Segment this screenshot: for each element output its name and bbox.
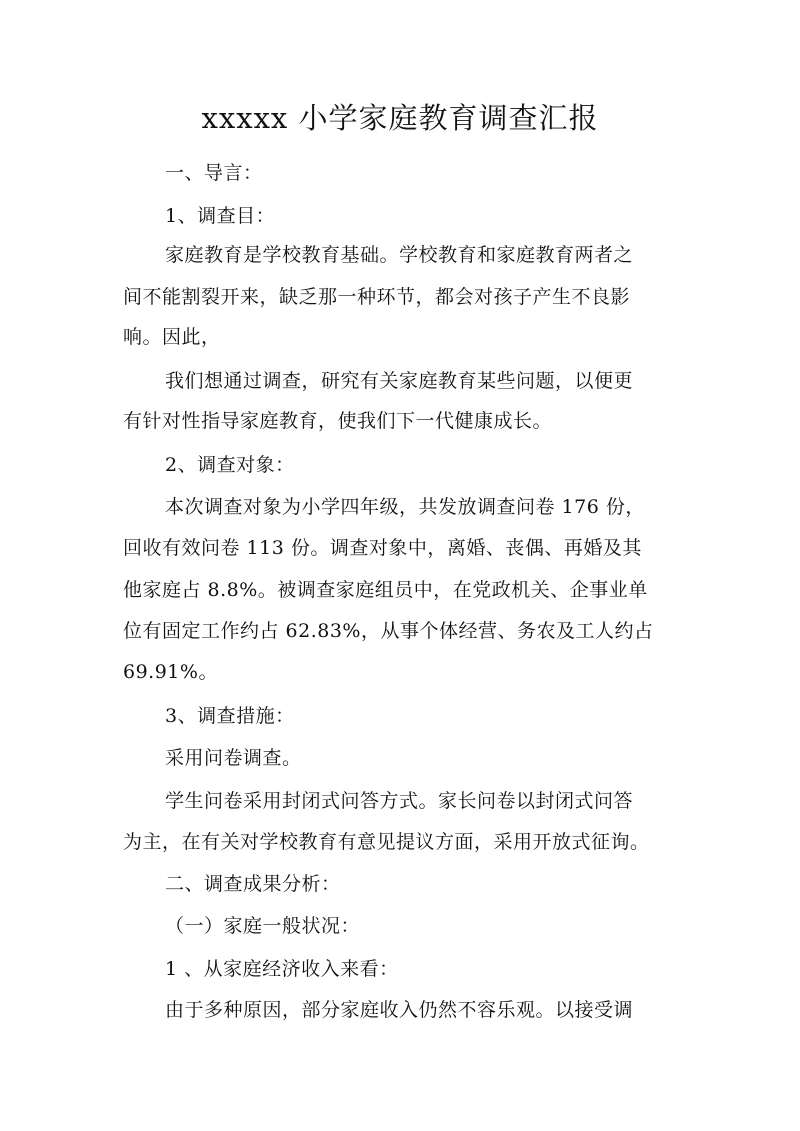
paragraph-line: 69.91%。	[123, 661, 218, 683]
subheading-income: 1 、从家庭经济收入来看：	[165, 958, 399, 980]
subheading-method: 3、调查措施：	[165, 705, 295, 727]
paragraph-line: 他家庭占 8.8%。被调查家庭组员中，在党政机关、企事业单	[123, 579, 648, 601]
paragraph-line: 响。因此，	[123, 326, 221, 348]
section-heading-intro: 一、导言：	[165, 162, 263, 184]
subheading-subjects: 2、调查对象：	[165, 454, 295, 476]
paragraph-line: 位有固定工作约占 62.83%，从事个体经营、务农及工人约占	[123, 620, 654, 642]
paragraph-line: 采用问卷调查。	[165, 747, 302, 769]
paragraph-line: 家庭教育是学校教育基础。学校教育和家庭教育两者之	[165, 244, 634, 266]
paragraph-line: 回收有效问卷 113 份。调查对象中，离婚、丧偶、再婚及其	[123, 537, 642, 559]
paragraph-line: 学生问卷采用封闭式问答方式。家长问卷以封闭式问答	[165, 790, 634, 812]
paragraph-line: 我们想通过调查，研究有关家庭教育某些问题，以便更	[165, 370, 634, 392]
paragraph-line: 间不能割裂开来，缺乏那一种环节，都会对孩子产生不良影	[123, 286, 631, 308]
document-title: xxxxx 小学家庭教育调查汇报	[201, 101, 599, 135]
subheading-family-status: （一）家庭一般状况：	[165, 915, 361, 937]
subheading-purpose: 1、调查目：	[165, 205, 276, 227]
paragraph-line: 本次调查对象为小学四年级，共发放调查问卷 176 份，	[165, 496, 645, 518]
paragraph-line: 为主，在有关对学校教育有意见提议方面，采用开放式征询。	[123, 831, 650, 853]
section-heading-analysis: 二、调查成果分析：	[165, 873, 341, 895]
paragraph-line: 由于多种原因，部分家庭收入仍然不容乐观。以接受调	[165, 999, 634, 1021]
paragraph-line: 有针对性指导家庭教育，使我们下一代健康成长。	[123, 410, 553, 432]
